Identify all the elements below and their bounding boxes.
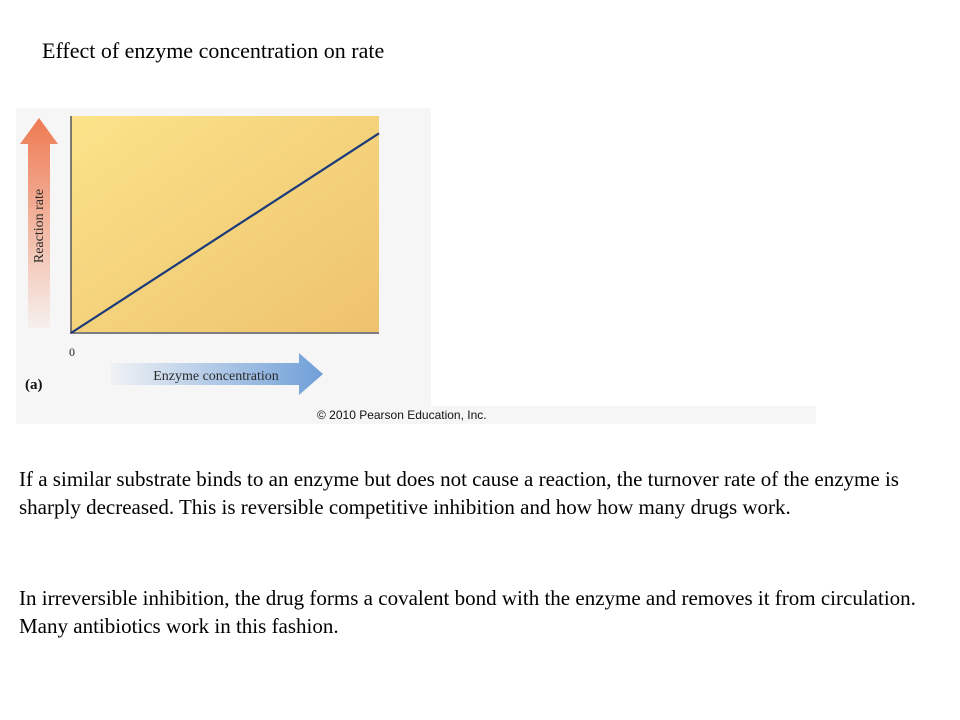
paragraph-competitive-inhibition: If a similar substrate binds to an enzyme but does not cause a reaction, the turnover rate of the enzyme is sharply decreased. This is reversible competitive inhibition and how how many drugs work. xyxy=(19,467,899,519)
y-axis-label: Reaction rate xyxy=(32,188,47,264)
origin-label: 0 xyxy=(69,345,75,359)
x-axis-label: Enzyme concentration xyxy=(153,369,279,384)
chart-svg xyxy=(16,108,816,424)
paragraph-irreversible-inhibition: In irreversible inhibition, the drug forms a covalent bond with the enzyme and removes it from circulation. Many antibiotics work in this fashion. xyxy=(19,586,916,638)
copyright-text: © 2010 Pearson Education, Inc. xyxy=(317,408,487,422)
slide-title: Effect of enzyme concentration on rate xyxy=(42,38,385,63)
enzyme-rate-figure xyxy=(16,108,816,424)
panel-label: (a) xyxy=(25,377,43,393)
plot-area xyxy=(71,116,379,332)
